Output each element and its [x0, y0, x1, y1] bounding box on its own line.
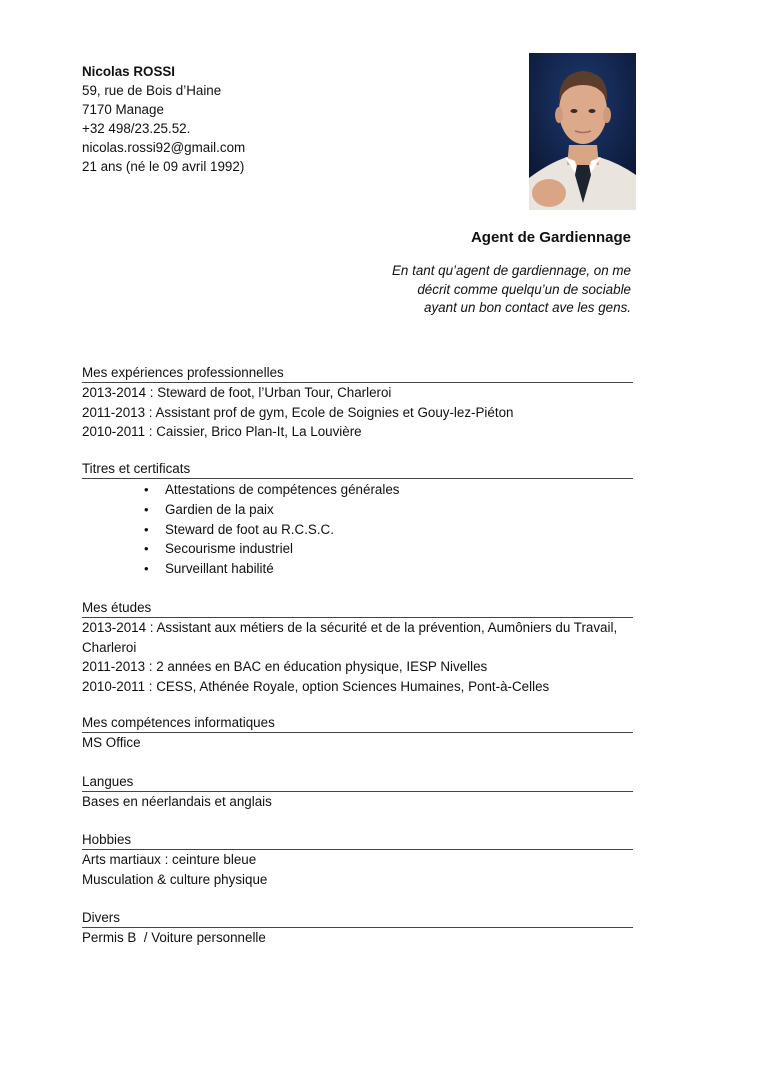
bullet-icon: • [144, 521, 149, 537]
section-heading: Langues [82, 772, 633, 792]
hobby-item: Arts martiaux : ceinture bleue [82, 852, 257, 867]
it-skill-item: MS Office [82, 735, 141, 750]
section-heading: Divers [82, 908, 633, 928]
section-certificates [82, 459, 633, 579]
experience-item: 2011-2013 : Assistant prof de gym, Ecole de Soignies et Gouy-lez-Piéton [82, 404, 514, 420]
tagline-line: ayant un bon contact ave les gens. [424, 300, 631, 315]
experience-item: 2013-2014 : Steward de foot, l’Urban Tour, Charleroi [82, 385, 392, 400]
certificate-item: • Gardien de la paix [82, 500, 633, 520]
age-birthdate: 21 ans (né le 09 avril 1992) [82, 159, 245, 174]
section-heading: Mes expériences professionnelles [82, 363, 633, 383]
section-heading: Hobbies [82, 830, 633, 850]
hobby-item: Musculation & culture physique [82, 871, 268, 887]
section-languages [82, 772, 633, 812]
address-street: 59, rue de Bois d’Haine [82, 83, 222, 98]
address-city: 7170 Manage [82, 102, 164, 117]
email-address: nicolas.rossi92@gmail.com [82, 140, 246, 155]
section-heading: Titres et certificats [82, 459, 633, 479]
section-hobbies [82, 830, 633, 889]
study-item: 2011-2013 : 2 années en BAC en éducation physique, IESP Nivelles [82, 659, 488, 674]
certificate-item: • Steward de foot au R.C.S.C. [82, 520, 633, 540]
experience-item: 2010-2011 : Caissier, Brico Plan-It, La Louvière [82, 424, 362, 439]
job-title: Agent de Gardiennage [470, 229, 631, 246]
section-experience [82, 363, 633, 442]
study-item: 2010-2011 : CESS, Athénée Royale, option Sciences Humaines, Pont-à-Celles [82, 678, 550, 694]
section-misc [82, 908, 633, 948]
study-item: 2013-2014 : Assistant aux métiers de la sécurité et de la prévention, Aumôniers du Travail, Charleroi [82, 620, 618, 655]
certificate-item: • Attestations de compétences générales [82, 480, 633, 500]
section-heading: Mes études [82, 598, 633, 618]
contact-block [82, 62, 382, 176]
bullet-icon: • [144, 501, 149, 517]
bullet-icon: • [144, 541, 149, 557]
profile-tagline [301, 262, 631, 318]
misc-item: Permis B / Voiture personnelle [82, 930, 266, 945]
section-studies [82, 598, 633, 696]
certificate-item: • Secourisme industriel [82, 539, 633, 559]
phone-number: +32 498/23.25.52. [82, 121, 191, 136]
tagline-line: décrit comme quelqu’un de sociable [417, 281, 631, 297]
tagline-line: En tant qu’agent de gardiennage, on me [392, 263, 631, 278]
section-heading: Mes compétences informatiques [82, 713, 633, 733]
bullet-icon: • [144, 482, 149, 497]
bullet-icon: • [144, 561, 149, 577]
candidate-name: Nicolas ROSSI [82, 64, 176, 79]
portrait-photo [529, 53, 636, 210]
section-it-skills [82, 713, 633, 753]
language-item: Bases en néerlandais et anglais [82, 794, 272, 809]
certificate-item: • Surveillant habilité [82, 559, 633, 579]
